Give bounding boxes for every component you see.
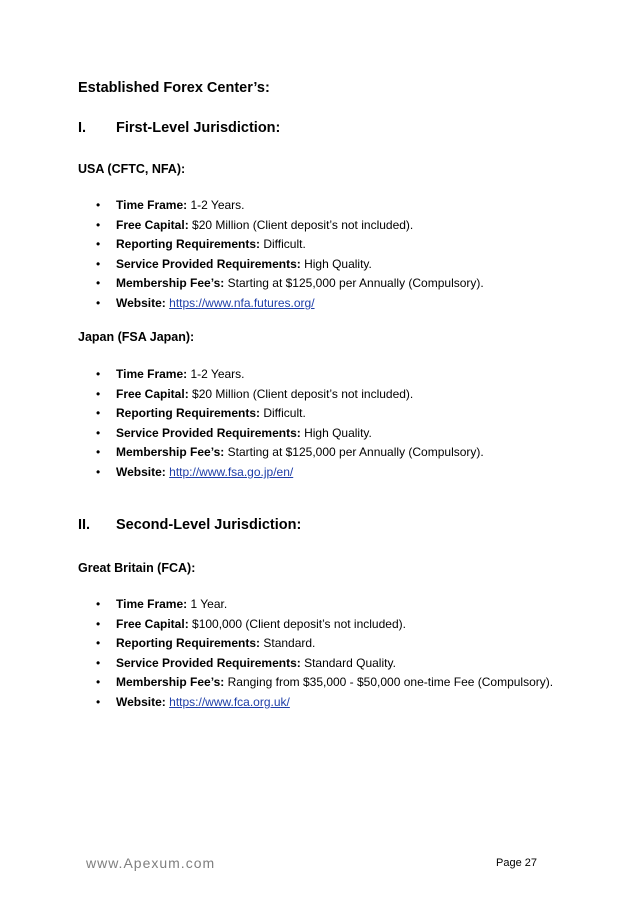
list-item	[0, 615, 553, 635]
bullet-icon: •	[96, 694, 101, 709]
item-label: Time Frame:	[116, 367, 188, 381]
item-label: Free Capital:	[116, 616, 189, 631]
bullet-list-great-britain	[0, 595, 553, 713]
list-item	[0, 255, 484, 275]
level-title: First-Level Jurisdiction:	[116, 120, 281, 136]
item-value: 1-2 Years.	[187, 198, 245, 212]
item-value: $100,000 (Client deposit’s not included).	[188, 616, 406, 631]
website-link-fsa[interactable]: http://www.fsa.go.jp/en/	[169, 464, 294, 479]
bullet-icon: •	[96, 616, 101, 631]
item-value: Starting at $125,000 per Annually (Compulsory).	[224, 445, 484, 460]
bullet-icon: •	[96, 276, 101, 291]
list-item	[0, 385, 484, 405]
list-item	[0, 424, 484, 444]
list-item	[0, 365, 484, 385]
bullet-icon: •	[96, 406, 101, 421]
list-item	[0, 693, 553, 713]
footer-site-name: www.Apexum.com	[86, 855, 216, 871]
page-title: Established Forex Center’s:	[78, 80, 270, 96]
item-label: Service Provided Requirements:	[116, 655, 301, 670]
item-value: 1 Year.	[187, 597, 228, 611]
item-label: Reporting Requirements:	[116, 406, 261, 421]
bullet-icon: •	[96, 256, 101, 271]
website-link-nfa[interactable]: https://www.nfa.futures.org/	[169, 295, 315, 310]
item-label: Time Frame:	[116, 198, 188, 212]
list-item	[0, 673, 553, 693]
list-item	[0, 595, 553, 615]
level-heading-first	[78, 120, 280, 136]
item-value: Difficult.	[260, 406, 306, 421]
list-item	[0, 235, 484, 255]
list-item	[0, 196, 484, 216]
item-label: Membership Fee’s:	[116, 675, 225, 690]
item-label: Website:	[116, 694, 166, 709]
item-value: Starting at $125,000 per Annually (Compulsory).	[224, 276, 484, 291]
item-label: Reporting Requirements:	[116, 237, 261, 252]
item-value: Standard Quality.	[300, 655, 396, 670]
level-number: II.	[78, 517, 91, 533]
item-label: Free Capital:	[116, 386, 189, 401]
list-item	[0, 463, 484, 483]
list-item	[0, 274, 484, 294]
bullet-icon: •	[96, 217, 101, 232]
level-number: I.	[78, 120, 87, 136]
list-item	[0, 216, 484, 236]
bullet-list-japan	[0, 365, 484, 483]
bullet-icon: •	[96, 237, 101, 252]
list-item	[0, 294, 484, 314]
bullet-icon: •	[96, 295, 101, 310]
list-item	[0, 443, 484, 463]
bullet-icon: •	[96, 597, 101, 611]
section-heading-japan: Japan (FSA Japan):	[78, 330, 195, 344]
item-label: Website:	[116, 464, 166, 479]
item-label: Time Frame:	[116, 597, 188, 611]
bullet-icon: •	[96, 655, 101, 670]
list-item	[0, 634, 553, 654]
section-heading-usa: USA (CFTC, NFA):	[78, 162, 186, 176]
bullet-icon: •	[96, 198, 101, 212]
level-title: Second-Level Jurisdiction:	[116, 517, 302, 533]
list-item	[0, 654, 553, 674]
bullet-list-usa	[0, 196, 484, 314]
item-value: High Quality.	[300, 256, 372, 271]
item-label: Free Capital:	[116, 217, 189, 232]
item-label: Reporting Requirements:	[116, 636, 261, 651]
website-link-fca[interactable]: https://www.fca.org.uk/	[169, 694, 290, 709]
bullet-icon: •	[96, 425, 101, 440]
item-value: $20 Million (Client deposit’s not included).	[188, 386, 414, 401]
list-item	[0, 404, 484, 424]
item-value: Standard.	[260, 636, 316, 651]
item-value: 1-2 Years.	[187, 367, 245, 381]
item-label: Website:	[116, 295, 166, 310]
bullet-icon: •	[96, 636, 101, 651]
bullet-icon: •	[96, 675, 101, 690]
item-value: High Quality.	[300, 425, 372, 440]
section-heading-great-britain: Great Britain (FCA):	[78, 561, 196, 575]
bullet-icon: •	[96, 386, 101, 401]
bullet-icon: •	[96, 464, 101, 479]
page-number: Page 27	[496, 857, 537, 869]
item-value: Ranging from $35,000 - $50,000 one-time Fee (Compulsory).	[224, 675, 554, 690]
item-label: Membership Fee’s:	[116, 445, 225, 460]
level-heading-second	[78, 517, 301, 533]
item-value: $20 Million (Client deposit’s not included).	[188, 217, 414, 232]
item-label: Service Provided Requirements:	[116, 256, 301, 271]
item-label: Service Provided Requirements:	[116, 425, 301, 440]
item-value: Difficult.	[260, 237, 306, 252]
bullet-icon: •	[96, 367, 101, 381]
item-label: Membership Fee’s:	[116, 276, 225, 291]
bullet-icon: •	[96, 445, 101, 460]
